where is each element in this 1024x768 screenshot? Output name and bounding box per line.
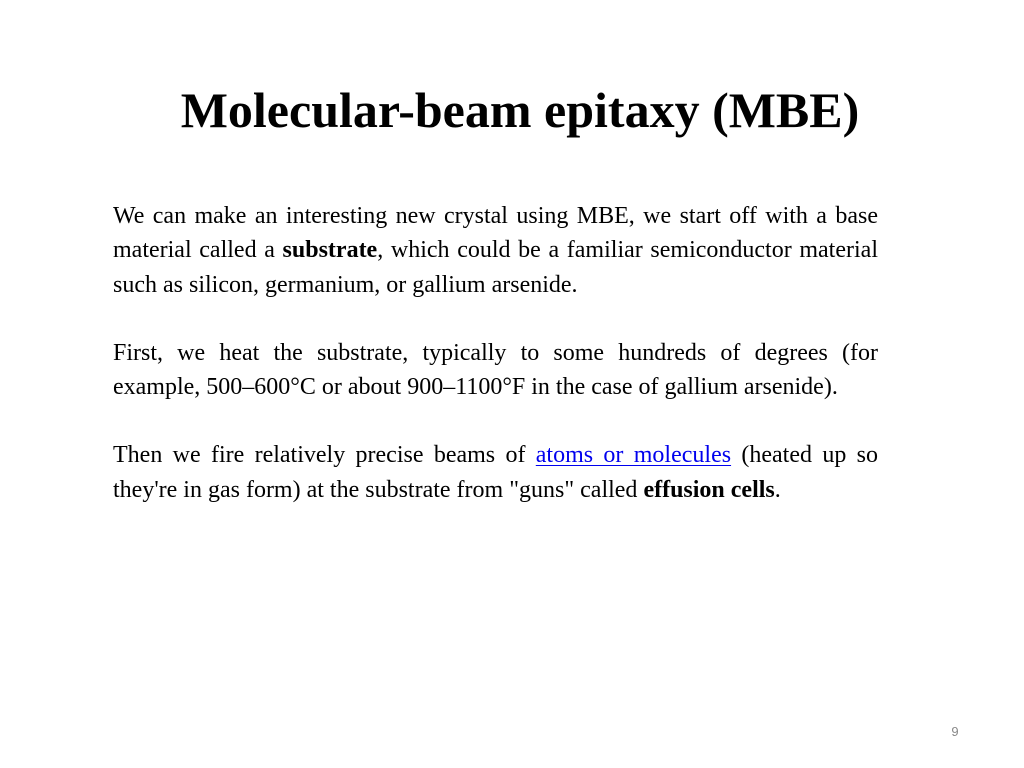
- paragraph-text: We can make an interesting new crystal using MBE, we start off with a base material called a: [113, 203, 878, 264]
- paragraph-heating: [113, 336, 878, 405]
- paragraph-text: , which could be a familiar semiconductor material such as silicon, germanium, or gallium arsenide.: [113, 237, 878, 298]
- paragraph-text: .: [774, 476, 781, 503]
- bold-term-substrate: substrate: [282, 237, 378, 264]
- bold-term-effusion-cells: effusion cells: [643, 476, 775, 503]
- paragraph-beams: [113, 438, 878, 507]
- slide-title: Molecular-beam epitaxy (MBE): [180, 82, 860, 138]
- paragraph-text: (heated up so they're in gas form) at the substrate from "guns" called: [113, 442, 879, 503]
- paragraph-text: First, we heat the substrate, typically to some hundreds of degrees (for example, 500–600°C or about 900–1100°F in the case of gallium arsenide).: [113, 339, 878, 401]
- slide-body: [113, 199, 878, 541]
- paragraph-substrate: [113, 199, 878, 302]
- paragraph-text: Then we fire relatively precise beams of: [113, 442, 536, 469]
- atoms-or-molecules-link[interactable]: atoms or molecules: [535, 442, 732, 469]
- page-number: 9: [951, 724, 959, 739]
